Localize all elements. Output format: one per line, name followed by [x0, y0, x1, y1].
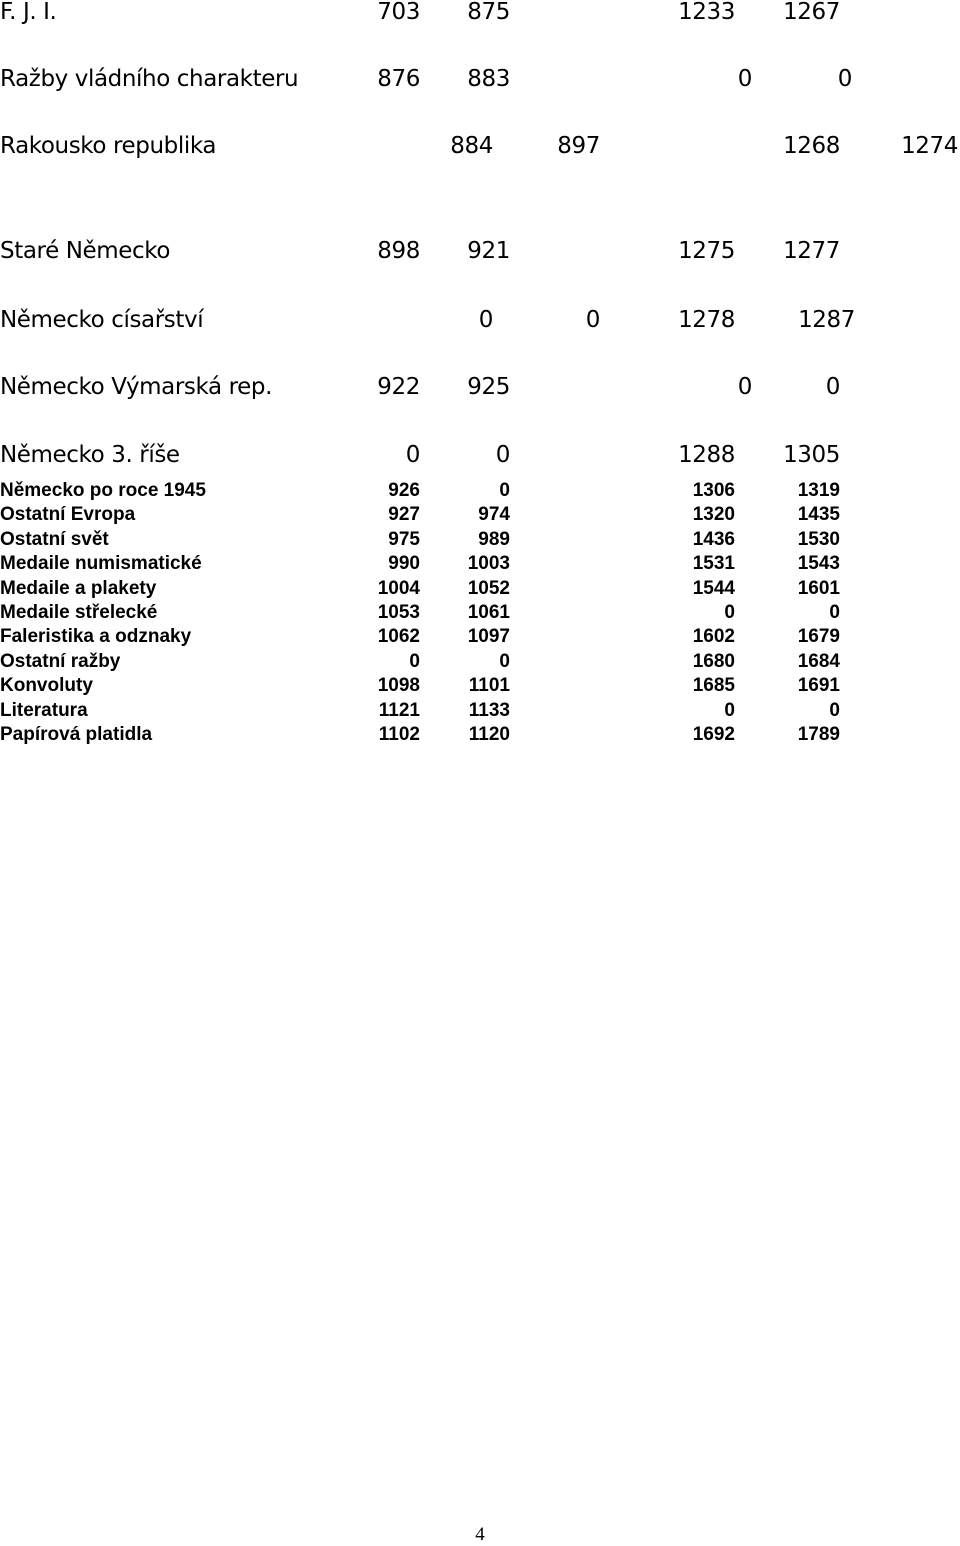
row-value: 1692	[692, 724, 735, 745]
row-value: 1679	[797, 626, 840, 648]
row-value: 1319	[797, 480, 840, 501]
page-number: 4	[475, 1524, 485, 1545]
row-value: 1685	[692, 675, 735, 697]
row-value: 0	[405, 442, 420, 468]
index-row	[0, 674, 960, 698]
row-value: 898	[377, 238, 420, 264]
row-value: 926	[388, 480, 420, 501]
row-value: 1098	[377, 675, 420, 697]
row-value: 1053	[377, 602, 420, 623]
row-value: 1684	[797, 650, 840, 672]
row-value: 1531	[692, 553, 735, 575]
row-value: 1003	[467, 553, 510, 575]
index-row	[0, 236, 960, 266]
row-value: 0	[724, 699, 735, 721]
row-value: 1121	[378, 699, 420, 721]
row-value: 876	[377, 66, 420, 92]
index-row	[0, 479, 960, 503]
row-value: 0	[478, 307, 493, 333]
row-value: 0	[409, 650, 420, 672]
index-row	[0, 305, 960, 335]
row-value: 0	[585, 307, 600, 333]
row-value: 921	[467, 238, 510, 264]
row-label: Papírová platidla	[0, 724, 153, 745]
row-value: 1062	[377, 626, 420, 648]
row-value: 1287	[798, 307, 855, 333]
row-value: 925	[467, 374, 510, 400]
row-value: 1436	[692, 528, 735, 550]
row-value: 0	[495, 442, 510, 468]
row-value: 1061	[467, 602, 510, 623]
row-value: 0	[499, 480, 510, 501]
row-value: 1789	[797, 724, 840, 745]
index-row	[0, 131, 960, 161]
index-row	[0, 552, 960, 576]
row-value: 1004	[377, 577, 420, 599]
row-label: Faleristika a odznaky	[0, 626, 192, 648]
row-value: 1278	[678, 307, 735, 333]
row-value: 975	[388, 528, 420, 550]
index-row	[0, 0, 960, 27]
row-label: Ostatní ražby	[0, 650, 121, 672]
row-label: Německo 3. říše	[0, 442, 180, 468]
row-value: 1544	[692, 577, 735, 599]
row-value: 883	[467, 66, 510, 92]
row-value: 927	[388, 504, 420, 526]
row-value: 1320	[692, 504, 735, 526]
row-label: Staré Německo	[0, 238, 171, 264]
row-label: Německo po roce 1945	[0, 480, 206, 501]
row-value: 1052	[467, 577, 510, 599]
index-row	[0, 601, 960, 625]
row-label: Německo Výmarská rep.	[0, 374, 273, 400]
row-value: 1530	[797, 528, 840, 550]
row-value: 1102	[378, 724, 420, 745]
index-row	[0, 625, 960, 649]
index-row	[0, 723, 960, 747]
row-value: 0	[829, 602, 840, 623]
row-value: 990	[388, 553, 420, 575]
index-row	[0, 372, 960, 402]
row-value: 1274	[901, 133, 958, 159]
row-value: 1602	[692, 626, 735, 648]
index-row	[0, 503, 960, 527]
row-value: 0	[499, 650, 510, 672]
row-value: 0	[825, 374, 840, 400]
row-label: Ostatní Evropa	[0, 504, 136, 526]
row-value: 1543	[797, 553, 840, 575]
row-value: 1267	[783, 0, 840, 25]
row-label: F. J. I.	[0, 0, 57, 25]
row-value: 0	[737, 66, 752, 92]
row-value: 703	[377, 0, 420, 25]
row-value: 884	[450, 133, 493, 159]
index-row	[0, 64, 960, 94]
row-value: 1101	[468, 675, 510, 697]
row-value: 1120	[468, 724, 510, 745]
index-row	[0, 699, 960, 723]
row-value: 1268	[783, 133, 840, 159]
index-row	[0, 577, 960, 601]
row-value: 0	[837, 66, 852, 92]
row-label: Medaile střelecké	[0, 602, 158, 623]
row-value: 974	[478, 504, 510, 526]
row-label: Ražby vládního charakteru	[0, 66, 299, 92]
row-value: 875	[467, 0, 510, 25]
row-label: Medaile numismatické	[0, 553, 202, 575]
row-value: 0	[724, 602, 735, 623]
row-value: 1435	[797, 504, 840, 526]
row-value: 1233	[678, 0, 735, 25]
index-row	[0, 528, 960, 552]
row-label: Rakousko republika	[0, 133, 217, 159]
row-label: Medaile a plakety	[0, 577, 157, 599]
row-label: Německo císařství	[0, 307, 204, 333]
row-label: Ostatní svět	[0, 528, 109, 550]
row-value: 897	[557, 133, 600, 159]
index-row	[0, 440, 960, 470]
row-value: 1601	[797, 577, 840, 599]
row-value: 989	[478, 528, 510, 550]
row-value: 1133	[468, 699, 510, 721]
row-value: 1691	[797, 675, 840, 697]
row-label: Literatura	[0, 699, 88, 721]
row-value: 1306	[692, 480, 735, 501]
index-row	[0, 650, 960, 674]
row-label: Konvoluty	[0, 675, 93, 697]
row-value: 1277	[783, 238, 840, 264]
row-value: 1097	[467, 626, 510, 648]
row-value: 0	[737, 374, 752, 400]
row-value: 922	[377, 374, 420, 400]
row-value: 1680	[692, 650, 735, 672]
row-value: 1305	[783, 442, 840, 468]
row-value: 1288	[678, 442, 735, 468]
row-value: 1275	[678, 238, 735, 264]
row-value: 0	[829, 699, 840, 721]
